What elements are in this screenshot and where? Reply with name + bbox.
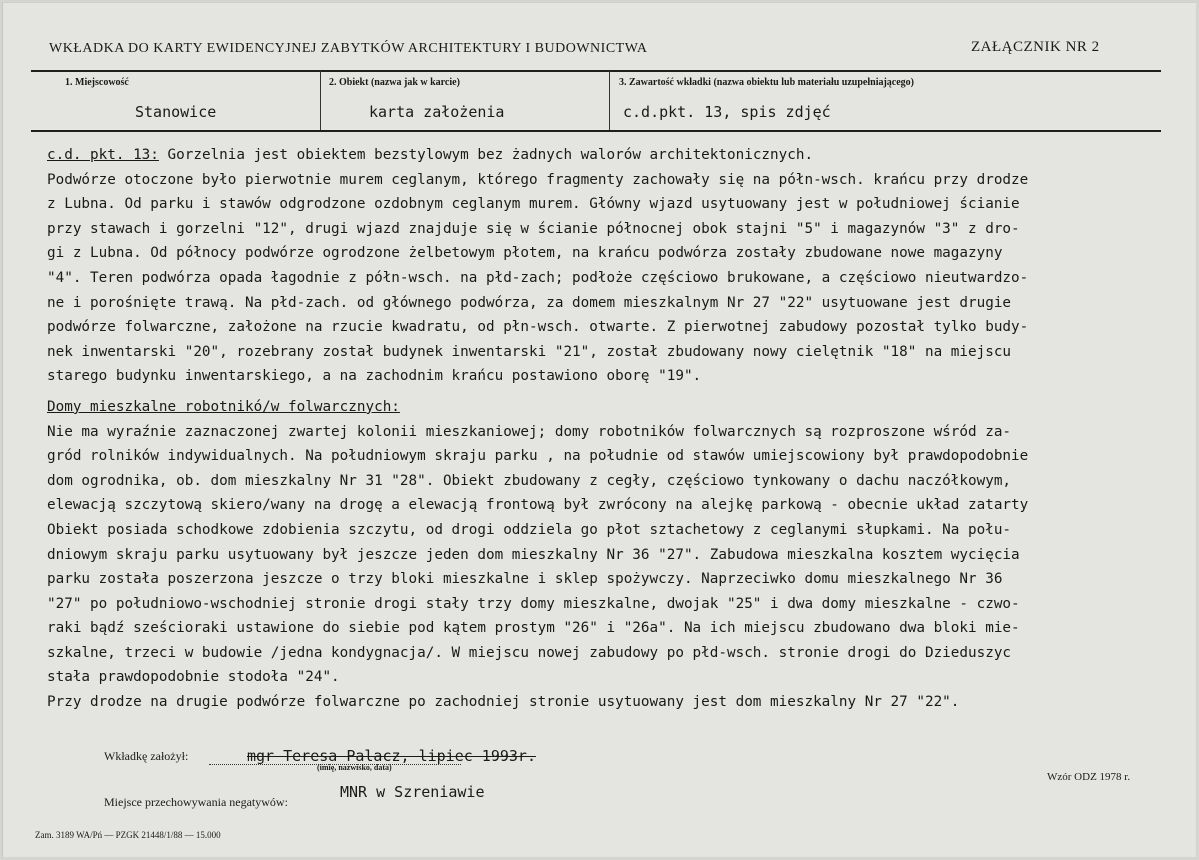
- body-line: Przy drodze na drugie podwórze folwarczne po zachodniej stronie usytuowany jest dom mieszkalny Nr 27 "22".: [47, 694, 960, 711]
- body-line: dniowym skraju parku usytuowany był jeszcze jeden dom mieszkalny Nr 36 "27". Zabudowa mieszkalna kosztem wycięcia: [47, 546, 1020, 563]
- storage-value: MNR w Szreniawie: [340, 783, 485, 801]
- document-body: [47, 143, 1177, 715]
- print-footer: Zam. 3189 WA/Pń — PZGK 21448/1/88 — 15.000: [35, 830, 221, 840]
- section-heading: Domy mieszkalne robotnikó/w folwarcznych:: [47, 398, 400, 415]
- section-heading: c.d. pkt. 13:: [47, 147, 159, 163]
- body-line: "27" po południowo-wschodniej stronie drogi stały trzy domy mieszkalne, dwojak "25" i dwa domy mieszkalne - czwo-: [47, 595, 1020, 612]
- signature-hint: (imię, nazwisko, data): [317, 763, 392, 772]
- body-line: [47, 395, 1177, 420]
- body-line: Podwórze otoczone było pierwotnie murem ceglanym, którego fragmenty zachowały się na półn-wsch. krańcu przy drodze: [47, 171, 1029, 188]
- body-line: Obiekt posiada schodkowe zdobienia szczytu, od drogi oddziela go płot sztachetowy z ceglanymi słupkami. Na połu-: [47, 521, 1012, 538]
- locality-label: 1. Miejscowość: [65, 77, 129, 88]
- body-line: ne i porośnięte trawą. Na płd-zach. od głównego podwórza, za domem mieszkalnym Nr 27 "22" usytuowane jest drugie: [47, 294, 1012, 311]
- contents-label: 3. Zawartość wkładki (nazwa obiektu lub materiału uzupełniającego): [619, 77, 915, 88]
- body-line: gi z Lubna. Od północy podwórze ogrodzone żelbetowym płotem, na krańcu podwórza zostały zbudowane nowe magazyny: [47, 245, 1003, 262]
- card-title: WKŁADKA DO KARTY EWIDENCYJNEJ ZABYTKÓW ARCHITEKTURY I BUDOWNICTWA: [49, 41, 648, 56]
- field-divider: [320, 71, 321, 131]
- signature-value: mgr Teresa Palacz, lipiec 1993r.: [247, 747, 536, 765]
- object-label: 2. Obiekt (nazwa jak w karcie): [329, 77, 460, 88]
- body-line: nek inwentarski "20", rozebrany został budynek inwentarski "21", został zbudowany nowy cielętnik "18" na miejscu: [47, 343, 1012, 360]
- body-line: elewacją szczytową skiero/wany na drogę a elewacją frontową był zwrócony na alejkę parkową - obecnie układ zatarty: [47, 497, 1029, 514]
- body-line: podwórze folwarczne, założone na rzucie kwadratu, od płn-wsch. otwarte. Z pierwotnej zabudowy pozostał tylko budy-: [47, 319, 1029, 336]
- body-line: przy stawach i gorzelni "12", drugi wjazd znajduje się w ścianie północnej obok stajni "5" i magazynów "3" z dro-: [47, 220, 1020, 237]
- signature-label: Wkładkę założył:: [104, 749, 189, 763]
- body-line: dom ogrodnika, ob. dom mieszkalny Nr 31 "28". Obiekt zbudowany z cegły, częściowo tynkowany o dachu naczółkowym,: [47, 472, 1012, 489]
- field-divider: [609, 71, 610, 131]
- contents-value: c.d.pkt. 13, spis zdjęć: [623, 103, 831, 121]
- body-line: raki bądź sześcioraki ustawione do siebie pod kątem prostym "26" i "26a". Na ich miejscu zbudowano dwa bloki mie-: [47, 620, 1020, 637]
- record-card: [2, 2, 1196, 857]
- header-top-rule: [31, 70, 1161, 72]
- body-line: stała prawdopodobnie stodoła "24".: [47, 669, 340, 686]
- form-code: Wzór ODZ 1978 r.: [1047, 771, 1131, 783]
- locality-value: Stanowice: [135, 103, 217, 121]
- body-line: c.d. pkt. 13: Gorzelnia jest obiektem bezstylowym bez żadnych walorów architektonicznych.: [47, 147, 814, 163]
- storage-label: Miejsce przechowywania negatywów:: [104, 795, 288, 809]
- body-line: "4". Teren podwórza opada łagodnie z półn-wsch. na płd-zach; podłoże częściowo brukowane, a częściowo nieutwardzo-: [47, 269, 1029, 286]
- header-bottom-rule: [31, 130, 1161, 132]
- object-value: karta założenia: [369, 103, 505, 121]
- body-line: szkalne, trzeci w budowie /jedna kondygnacja/. W miejscu nowej zabudowy po płd-wsch. stronie drogi do Dzieduszyc: [47, 644, 1012, 661]
- body-line: gród rolników indywidualnych. Na południowym skraju parku , na południe od stawów umiejscowiony był prawdopodobnie: [47, 448, 1029, 465]
- body-line: parku została poszerzona jeszcze o trzy bloki mieszkalne i sklep spożywczy. Naprzeciwko domu mieszkalnego Nr 36: [47, 571, 1003, 588]
- annex-number: ZAŁĄCZNIK NR 2: [971, 39, 1100, 55]
- body-line: Nie ma wyraźnie zaznaczonej zwartej kolonii mieszkaniowej; domy robotników folwarcznych są rozproszone wśród za-: [47, 423, 1012, 440]
- body-line: starego budynku inwentarskiego, a na zachodnim krańcu postawiono oborę "19".: [47, 368, 702, 385]
- body-line: z Lubna. Od parku i stawów odgrodzone ozdobnym ceglanym murem. Główny wjazd usytuowany jest w południowej ścianie: [47, 196, 1020, 213]
